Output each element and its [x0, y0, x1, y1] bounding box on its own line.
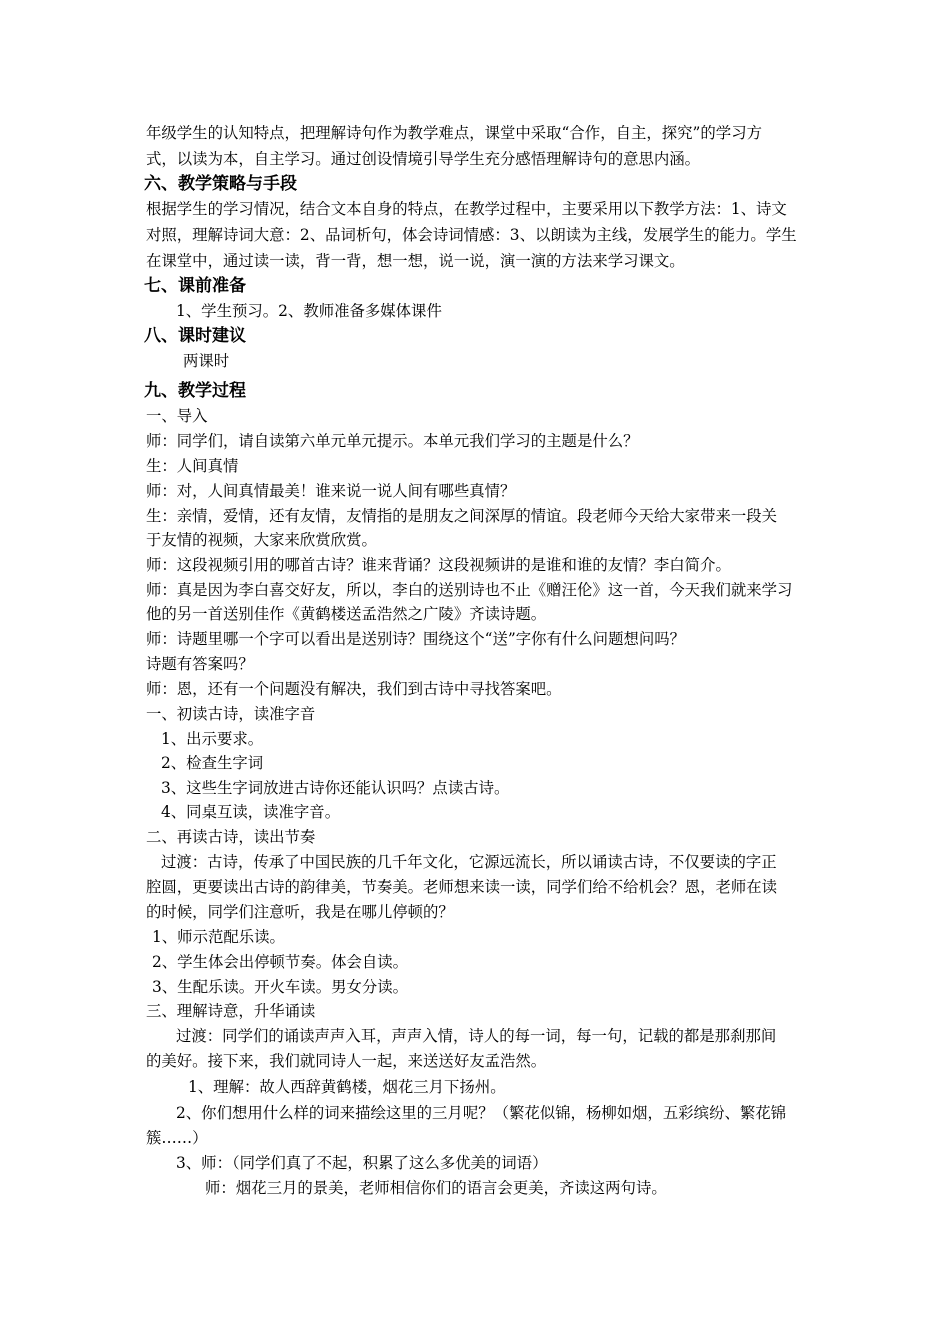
paragraph-line: 根据学生的学习情况，结合文本自身的特点，在教学过程中，主要采用以下教学方法：1、诗文	[146, 200, 787, 218]
section-heading: 九、教学过程	[144, 381, 246, 401]
paragraph-line: 两课时	[183, 352, 230, 370]
process-line: 1、出示要求。	[161, 730, 264, 748]
process-line: 他的另一首送别佳作《黄鹤楼送孟浩然之广陵》齐读诗题。	[146, 605, 547, 623]
process-line: 过渡：古诗，传承了中国民族的几千年文化，它源远流长，所以诵读古诗，不仅要读的字正	[161, 853, 777, 871]
process-line: 师：这段视频引用的哪首古诗？谁来背诵？这段视频讲的是谁和谁的友情？李白简介。	[146, 556, 731, 574]
process-line: 师：诗题里哪一个字可以看出是送别诗？围绕这个“送”字你有什么问题想问吗？	[146, 630, 686, 648]
process-line: 3、这些生字词放进古诗你还能认识吗？点读古诗。	[161, 779, 510, 797]
process-line: 师：对，人间真情最美！谁来说一说人间有哪些真情？	[146, 482, 516, 500]
paragraph-line: 式，以读为本，自主学习。通过创设情境引导学生充分感悟理解诗句的意思内涵。	[146, 150, 701, 168]
process-line: 三、理解诗意，升华诵读	[146, 1002, 316, 1020]
process-line: 的美好。接下来，我们就同诗人一起，来送送好友孟浩然。	[146, 1052, 547, 1070]
process-line: 一、导入	[146, 407, 208, 425]
process-line: 2、学生体会出停顿节奏。体会自读。	[152, 953, 409, 971]
process-line: 师：恩，还有一个问题没有解决，我们到古诗中寻找答案吧。	[146, 680, 562, 698]
paragraph-line: 1、学生预习。2、教师准备多媒体课件	[176, 302, 442, 320]
process-line: 1、师示范配乐读。	[152, 928, 285, 946]
process-line: 生：亲情，爱情，还有友情，友情指的是朋友之间深厚的情谊。段老师今天给大家带来一段关	[146, 507, 778, 525]
process-line: 3、师：（同学们真了不起，积累了这么多优美的词语）	[176, 1154, 548, 1172]
process-line: 簇……）	[146, 1129, 208, 1147]
process-line: 4、同桌互读，读准字音。	[161, 803, 341, 821]
paragraph-line: 年级学生的认知特点，把理解诗句作为教学难点，课堂中采取“合作，自主，探究”的学习方	[146, 124, 762, 142]
section-heading: 六、教学策略与手段	[144, 174, 297, 194]
process-line: 2、你们想用什么样的词来描绘这里的三月呢？（繁花似锦，杨柳如烟，五彩缤纷、繁花锦	[176, 1104, 787, 1122]
process-line: 的时候，同学们注意听，我是在哪儿停顿的？	[146, 903, 454, 921]
process-line: 过渡：同学们的诵读声声入耳，声声入情，诗人的每一词，每一句，记载的都是那刹那间	[176, 1027, 777, 1045]
process-line: 腔圆，更要读出古诗的韵律美，节奏美。老师想来读一读，同学们给不给机会？恩，老师在读	[146, 878, 778, 896]
process-line: 于友情的视频，大家来欣赏欣赏。	[146, 531, 377, 549]
process-line: 2、检查生字词	[161, 754, 264, 772]
process-line: 一、初读古诗，读准字音	[146, 705, 316, 723]
section-heading: 八、课时建议	[144, 326, 246, 346]
process-line: 师：烟花三月的景美，老师相信你们的语言会更美，齐读这两句诗。	[205, 1179, 667, 1197]
process-line: 生：人间真情	[146, 457, 239, 475]
paragraph-line: 对照，理解诗词大意：2、品词析句，体会诗词情感：3、以朗读为主线，发展学生的能力。学生	[146, 226, 797, 244]
process-line: 师：真是因为李白喜交好友，所以，李白的送别诗也不止《赠汪伦》这一首，今天我们就来学习	[146, 581, 793, 599]
process-line: 师：同学们，请自读第六单元单元提示。本单元我们学习的主题是什么？	[146, 432, 639, 450]
process-line: 诗题有答案吗？	[146, 655, 254, 673]
process-line: 3、生配乐读。开火车读。男女分读。	[152, 978, 409, 996]
section-heading: 七、课前准备	[144, 276, 246, 296]
process-line: 二、再读古诗，读出节奏	[146, 828, 316, 846]
process-line: 1、理解：故人西辞黄鹤楼，烟花三月下扬州。	[188, 1078, 506, 1096]
paragraph-line: 在课堂中，通过读一读，背一背，想一想，说一说，演一演的方法来学习课文。	[146, 252, 685, 270]
